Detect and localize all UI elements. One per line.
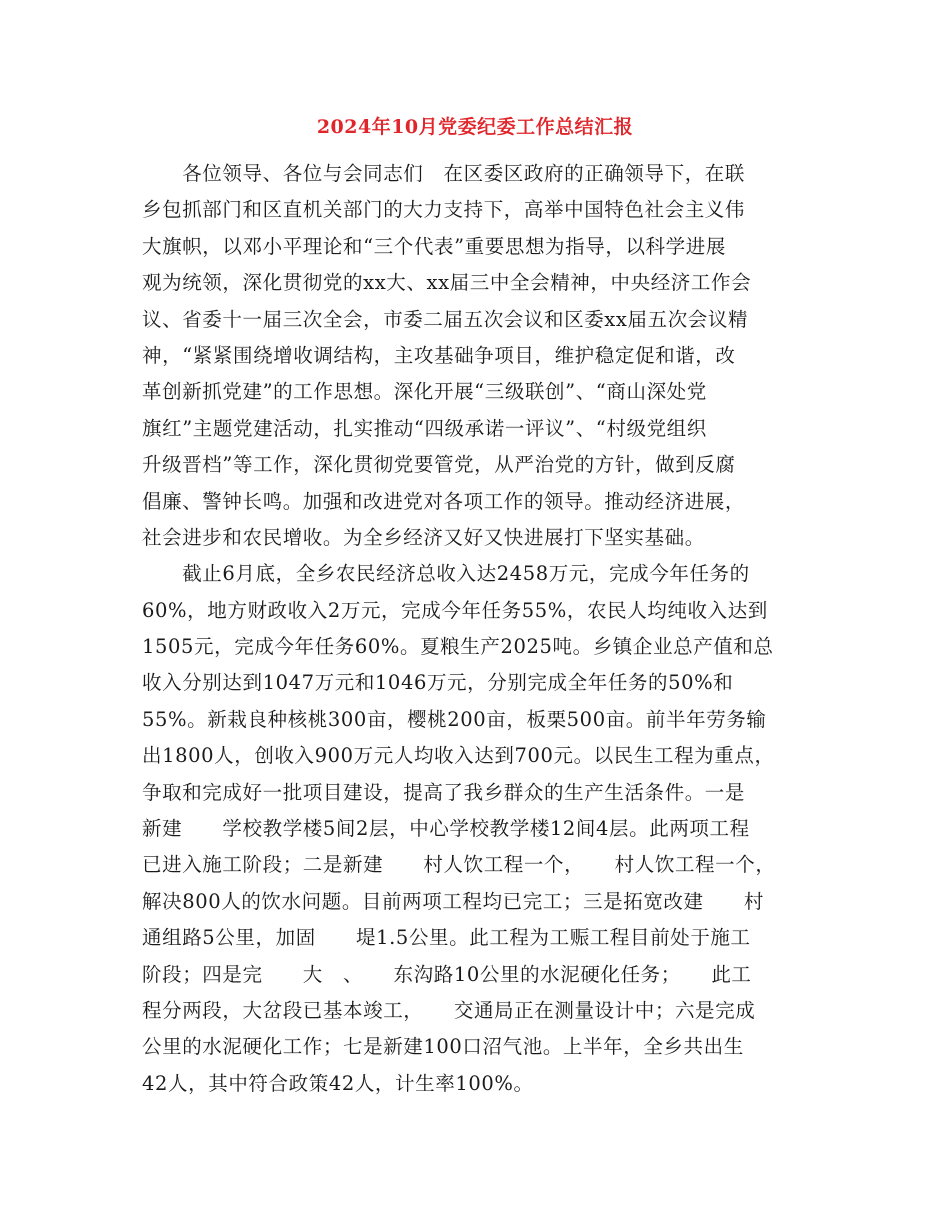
body-line: 争取和完成好一批项目建设，提高了我乡群众的生产生活条件。一是 xyxy=(142,780,746,804)
body-line: 旗红”主题党建活动，扎实推动“四级承诺一评议”、“村级党组织 xyxy=(142,416,707,440)
body-line: 42人，其中符合政策42人，计生率100%。 xyxy=(142,1071,534,1095)
body-line: 乡包抓部门和区直机关部门的大力支持下，高举中国特色社会主义伟 xyxy=(142,198,746,222)
body-line: 通组路5公里，加固 堤1.5公里。此工程为工赈工程目前处于施工 xyxy=(142,926,751,950)
body-line: 公里的水泥硬化工作；七是新建100口沼气池。上半年，全乡共出生 xyxy=(142,1035,744,1059)
body-line: 议、省委十一届三次全会，市委二届五次会议和区委xx届五次会议精 xyxy=(142,307,749,331)
body-line: 升级晋档”等工作，深化贯彻党要管党，从严治党的方针，做到反腐 xyxy=(142,453,736,477)
body-line: 新建 学校教学楼5间2层，中心学校教学楼12间4层。此两项工程 xyxy=(142,817,750,841)
body-line: 已进入施工阶段；二是新建 村人饮工程一个， 村人饮工程一个， xyxy=(142,853,776,877)
body-line: 出1800人，创收入900万元人均收入达到700元。以民生工程为重点， xyxy=(142,744,775,768)
body-line: 社会进步和农民增收。为全乡经济又好又快进展打下坚实基础。 xyxy=(142,525,705,549)
body-line: 各位领导、各位与会同志们 在区委区政府的正确领导下，在联 xyxy=(142,162,746,185)
body-line: 神，“紧紧围绕增收调结构，主攻基础争项目，维护稳定促和谐，改 xyxy=(142,343,736,367)
body-line: 截止6月底，全乡农民经济总收入达2458万元，完成今年任务的 xyxy=(142,562,750,586)
body-line: 倡廉、警钟长鸣。加强和改进党对各项工作的领导。推动经济进展， xyxy=(142,489,746,513)
body-line: 收入分别达到1047万元和1046万元，分别完成全年任务的50%和 xyxy=(142,671,734,695)
body-line: 程分两段，大岔段已基本竣工， 交通局正在测量设计中；六是完成 xyxy=(142,998,756,1022)
body-line: 60%，地方财政收入2万元，完成今年任务55%，农民人均纯收入达到 xyxy=(142,598,768,622)
document-title: 2024年10月党委纪委工作总结汇报 xyxy=(316,116,634,138)
document-body xyxy=(142,156,822,1102)
body-line: 大旗帜，以邓小平理论和“三个代表”重要思想为指导，以科学进展 xyxy=(142,234,726,258)
body-line: 观为统领，深化贯彻党的xx大、xx届三中全会精神，中央经济工作会 xyxy=(142,271,752,295)
body-line: 革创新抓党建”的工作思想。深化开展“三级联创”、“商山深处党 xyxy=(142,380,707,404)
body-line: 55%。新栽良种核桃300亩，樱桃200亩，板栗500亩。前半年劳务输 xyxy=(142,707,767,731)
body-line: 阶段；四是完 大 、 东沟路10公里的水泥硬化任务； 此工 xyxy=(142,962,752,986)
body-line: 1505元，完成今年任务60%。夏粮生产2025吨。乡镇企业总产值和总 xyxy=(142,635,774,659)
body-line: 解决800人的饮水问题。目前两项工程均已完工；三是拓宽改建 村 xyxy=(142,889,764,913)
